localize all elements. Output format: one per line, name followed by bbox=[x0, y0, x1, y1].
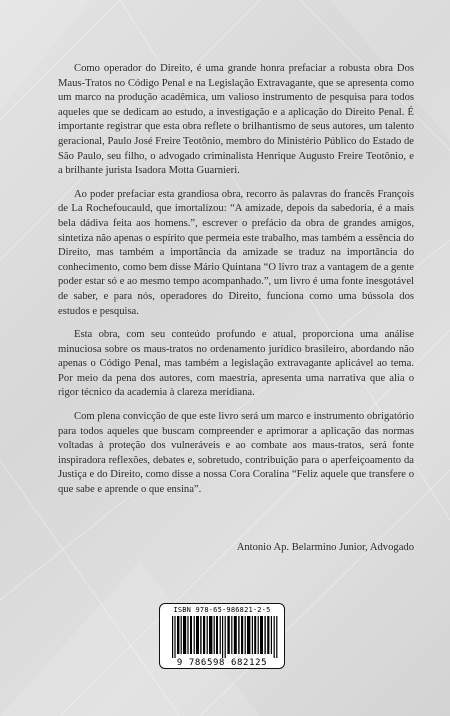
barcode-bars bbox=[172, 616, 280, 658]
preface-signature: Antonio Ap. Belarmino Junior, Advogado bbox=[236, 542, 414, 553]
preface-text bbox=[58, 62, 414, 507]
barcode-digits: 9 786598 682125 bbox=[176, 658, 268, 668]
preface-paragraph-3: Esta obra, com seu conteúdo profundo e atual, proporciona uma análise minuciosa sobre os maus-tratos no ordenamento jurídico brasileiro, abordando não apenas o Código Penal, mas também a legislação extravagante aplicável ao tema. Por meio da pena dos autores, com maestria, apresenta uma narrativa que alia o rigor técnico da academia à clareza meridiana. bbox=[58, 329, 414, 399]
isbn-barcode bbox=[159, 603, 285, 669]
preface-paragraph-1: Como operador do Direito, é uma grande honra prefaciar a robusta obra Dos Maus-Tratos no Código Penal e na Legislação Extravagante, que se apresenta como um marco na produção acadêmica, um valioso instrumento de pesquisa para todos aqueles que se dedicam ao estudo, a investigação e a aplicação do Direito Penal. É importante registrar que esta obra reflete o brilhantismo de seus autores, um talento geracional, Paulo José Freire Teotônio, membro do Ministério Público do Estado de São Paulo, seu filho, o advogado criminalista Henrique Augusto Freire Teotônio, e a brilhante jurista Isadora Motta Guarnieri. bbox=[58, 63, 414, 177]
preface-paragraph-2: Ao poder prefaciar esta grandiosa obra, recorro às palavras do francês François de La Rochefoucauld, que imortalizou: “A amizade, depois da sabedoria, é a mais bela dádiva feita aos homens.”, escrever o prefácio da obra de grandes amigos, sintetiza não apenas o espírito que permeia este trabalho, mas também a essência do Direito, mas também a importância da amizade se traduz na importância do conhecimento, como bem disse Mário Quintana “O livro traz a vantagem de a gente poder estar só e ao mesmo tempo acompanhado.”, um livro é uma fonte inesgotável de saber, e para nós, operadores do Direito, funciona como uma bússola dos estudos e pesquisa. bbox=[58, 188, 414, 317]
isbn-label: ISBN 978-65-986821-2-5 bbox=[173, 606, 271, 614]
preface-paragraph-4: Com plena convicção de que este livro será um marco e instrumento obrigatório para todos aqueles que buscam compreender e aprimorar a aplicação das normas voltadas à proteção dos vulneráveis e ao combate aos maus-tratos, será fonte inspiradora reflexões, debates e, sobretudo, contribuição para o aperfeiçoamento da Justiça e do Direito, como disse a nossa Cora Coralina “Feliz aquele que transfere o que sabe e aprende o que ensina”. bbox=[58, 411, 414, 496]
